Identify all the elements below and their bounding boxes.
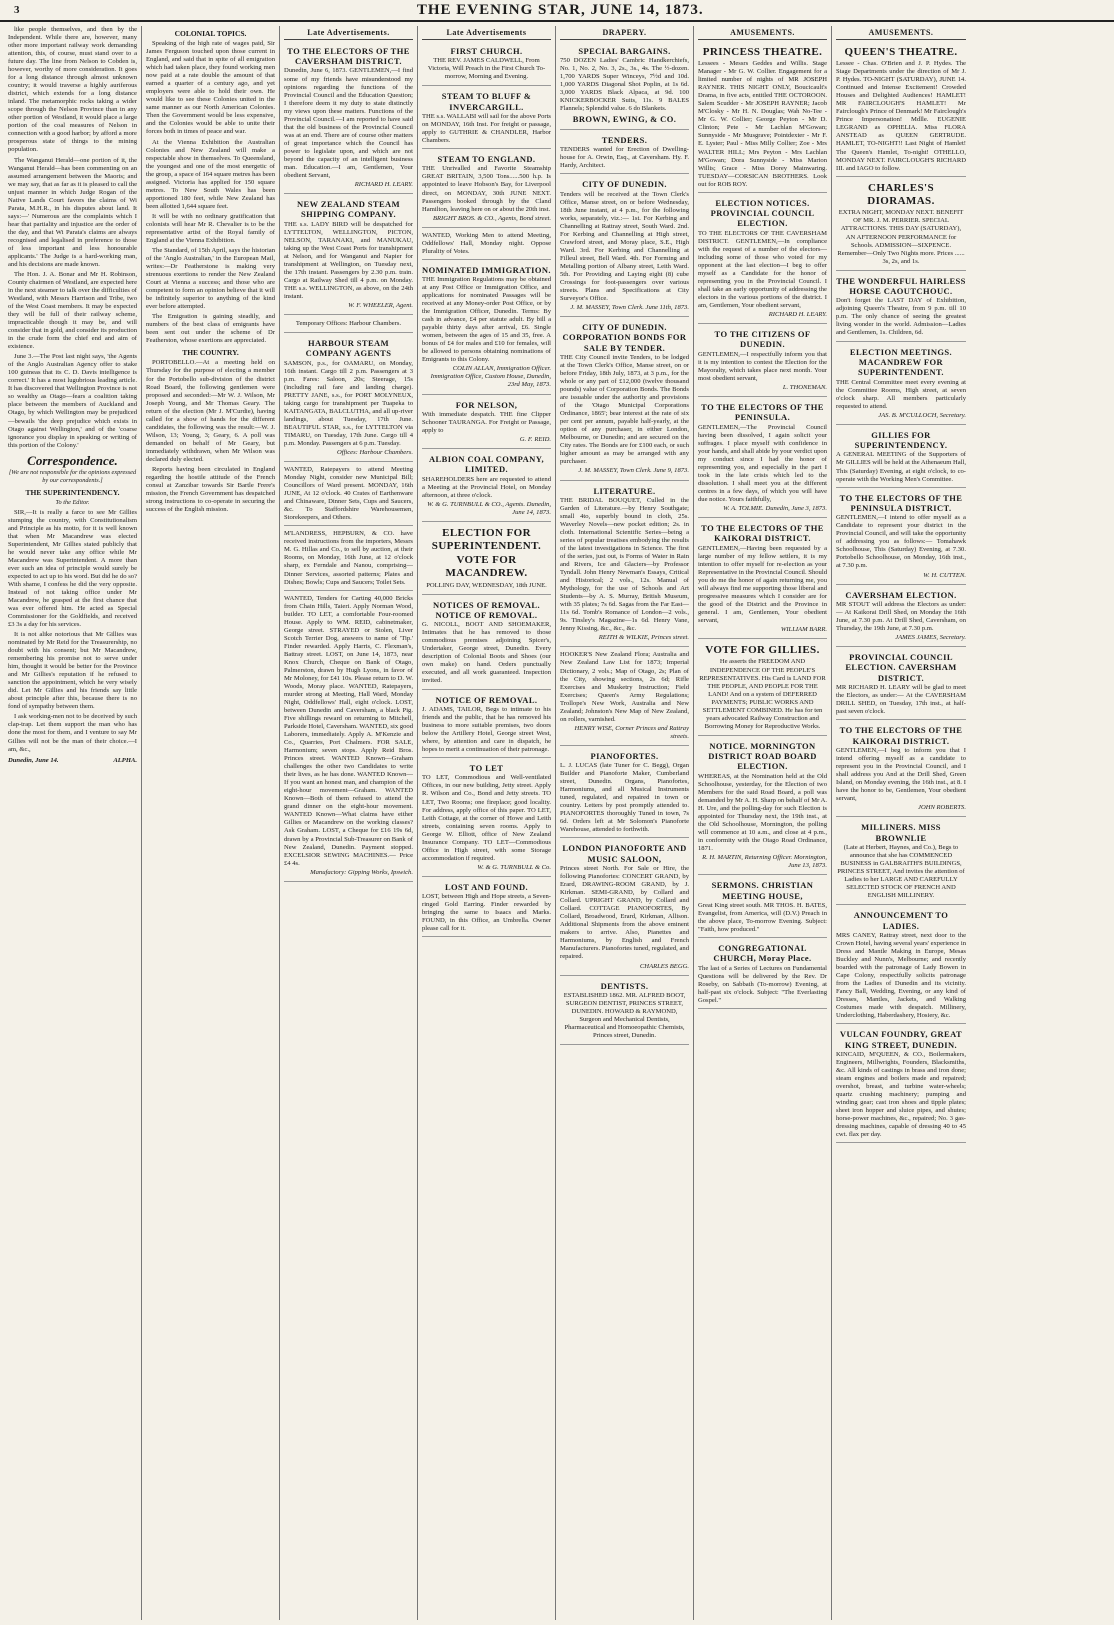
advertisement [284,464,413,526]
ad-signature: JAMES JAMES, Secretary. [895,634,966,642]
section-heading: Late Advertisements. [284,28,413,40]
colonial-paragraph: The Emigration is gaining steadily, and numbers of the best class of emigrants have been sent out under the scheme of Dr Featherston, whose exertions are appreciated. [146,313,275,345]
ad-signature: Offices: Harbour Chambers. [336,449,413,457]
ad-body: Lessee - Chas. O'Brien and J. P. Hydes. The Stage Departments under the direction of Mr J. P. Hydes. TO-NIGHT (SATURDAY), JUNE 14. Continued and Intense Excitement! Crowded Houses and Delighted Audiences! HAMLET! MR FAIRCLOUGH'S HAMLET! Mr Fairclough's Prince of Denmark! Mr Fairclough's Prince Impersonation! Mdlle. EUGENIE LEGRAND as OPHELIA. Miss FLORA ANSTEAD as QUEEN GERTRUDE. HAMLET, TO-NIGHT!! Last Night of Hamlet! The Queen's Hamlet, To-night! OTHELLO, MONDAY NEXT. FAIRCLOUGH'S RICHARD III. and IAGO to follow. [836,60,967,172]
advertisement [836,344,966,425]
ad-signature: BRIGHT BROS. & CO., Agents, Bond street. [432,214,551,222]
article-paragraph: The Hon. J. A. Bonar and Mr H. Robinson, County chairmen of Westland, are expected here in the next steamer to talk over the difficulties of Westland, with Messrs Harrison and Tribe, two of the West Coast members. It may be expected they will be full of their railway scheme, impracticable though it may be, and will consider that in gold, and consider its production in the crude form the chief end and aim of existence. [8,270,137,351]
ad-heading: ANNOUNCEMENT TO LADIES. [853,910,949,931]
ad-body: TO THE ELECTORS OF THE CAVERSHAM DISTRICT. GENTLEMEN,—In compliance with the request of a number of the electors—including some of those who voted for my opponent at the last election—I beg to offer myself as a Candidate for the honor of representing you in the Provincial Council. I shall take an early opportunity of addressing the electors in the various portions of the district. I am, Gentlemen, Your obedient servant, [698,229,827,310]
letter-dateline [8,757,137,765]
ad-heading: GILLIES FOR SUPERINTENDENCY. [854,429,948,451]
ad-body: THE BRIDAL BOUQUET, Culled in the Garden of Literature.—by Henry Southgate; small 4to, superbly bound in cloth, 25s. Waverley Novels—new pocket edition; 2s. in cloth. International Scientific Series—being a series of popular treatises embodying the results of the latest investigations in Science. The first of the series, just out, is Forms of Water in Rain and Rivers, Ice and Glaciers—by Professor Tyndall. John Henry Newman's Essays, Critical and Historical; 2 vols., 12s. Manual of Mythology, for the use of Schools and Art Students—by A. S. Murray, British Museum, with 35 plates; 7s 6d. Sagas from the Far East—11s 6d. Tomb's Romance of London—2 vols., 9s. Tinsley's Magazine—1s 6d. Henry Vane, Jenny Kissing, &c., &c., &c. [560,496,689,633]
letter-title: THE SUPERINTENDENCY. [25,487,120,497]
advertisement [698,520,827,639]
advertisement [560,132,689,174]
ad-body: GENTLEMEN,—Having been requested by a large number of my fellow settlers, it is my intention to offer myself for re-election as your Representative in the Provincial Council. Should you do me the honor of again returning me, you will always find me supporting those liberal and progressive measures which I consider are for the good of the District and the Province in general. I am, Gentlemen, Your obedient servant, [698,544,827,625]
ad-signature: J. M. MASSEY, Town Clerk. June 11th, 1873. [570,303,689,311]
ad-body: Dunedin, June 6, 1873. GENTLEMEN,—I find some of my friends have misunderstood my opinions regarding the functions of the Provincial Council and the Education Question; I therefore deem it my duty to state distinctly my views upon these matters. Functions of the Provincial Council.—I am reported to have said that the old business of the Provincial Council was at an end. There are of course other matters of great importance which the Council has power to legislate upon, and which are not beyond the capacity of an intelligent business man. Education.—I am, Gentlemen, Your obedient Servant, [284,67,413,179]
ad-signature: JOHN ROBERTS. [918,804,966,812]
ad-body: Great King street south. MR THOS. H. BATES, Evangelist, from America, will (D.V.) Preach in the above place, To-morrow Evening. Subject: "Faith, how produced." [698,901,827,934]
ad-body: THE s.s. LADY BIRD will be despatched for LYTTELTON, WELLINGTON, PICTON, NELSON, TARANAKI, and MANUKAU, taking up the West Coast Ports for transhipment at Nelson, and for Wanganui and Napier for transhipment at Wellington, on Tuesday next, the 17th instant. Passengers by 2.30 p.m. train. Cargo at Railway Shed till 4 p.m. on Monday. THE s.s. WELLINGTON, as above, on the 24th instant. [284,220,413,300]
advertisement [698,877,827,938]
country-paragraph: PORTOBELLO.—At a meeting held on Thursday for the purpose of electing a member for the Portobello sub-division of the district Road Board, the following gentlemen were proposed and seconded:—Mr W. J. Wilson, Mr Joseph Young, and Mr Thomas Geary. The return of the election (Mr J. M'Curdie), having called for a show of hands for the different candidates, the following was the result:—W. J. Wilson, 13; Young, 3; Geary, 6. A poll was demanded on behalf of Mr Geary, but immediately withdrawn, when Mr Wilson was declared duly elected. [146,359,275,463]
letter-paragraph: I ask working-men not to be deceived by such clap-trap. Let them support the man who has done the most for them, and I venture to say Mr Gillies will not be the man of their choice.—I am, &c., [8,713,137,753]
ad-body: Temporary Offices: Harbour Chambers. [295,320,402,327]
ad-heading: ELECTION FOR SUPERINTENDENT. VOTE FOR MACANDREW. [431,526,542,580]
ad-heading: VOTE FOR GILLIES. [705,644,820,657]
ad-heading: TO THE ELECTORS OF THE KAIKORAI DISTRICT. [701,523,824,544]
ad-heading: ELECTION NOTICES. PROVINCIAL COUNCIL ELECTION. [710,197,815,229]
ad-body: GENTLEMEN,—I beg to inform you that I intend offering myself as a candidate to represent you in the Provincial Council, and I shall address you And at the Drill Shed, Green Island, on Monday evening, the 16th inst., at 8. I have the honor to be, Gentlemen, Your obedient servant, [836,746,966,803]
ad-body: THE s.s. WALLABI will sail for the above Ports on MONDAY, 16th Inst. For freight or passage, apply to GUTHRIE & CHANDLER, Harbor Chambers. [422,112,551,145]
ad-heading: PIANOFORTES. [590,750,659,761]
ad-body: With immediate despatch. THE fine Clipper Schooner TAURANGA. For Freight or Passage, apply to [422,410,551,434]
ad-body: (Late at Herbert, Haynes, and Co.), Begs to announce that she has COMMENCED BUSINESS in GALBRAITH'S BUILDINGS, PRINCES STREET, And invites the attention of Ladies to her LARGE AND CAREFULLY SELECTED STOCK OF FRENCH AND ENGLISH MILLINERY. [837,843,965,900]
ad-signature: W. & G. TURNBULL & CO., Agents. Dunedin, June 14, 1873. [427,500,551,516]
ad-body: Lessees - Messrs Geddes and Willis. Stage Manager - Mr G. W. Collier. Engagement for a limited number of nights of MR JOSEPH RAYNER. THIS NIGHT ONLY, Boucicault's Drama, in five acts, entitled THE OCTOROON. Salem Scudder - Mr JOSEPH RAYNER; Jacob M'Closky - Mr H. N. Douglas; Wah No-Tee - Mr G. W. Collier; George Peyton - Mr D. Clinton; Pete - Mr Lachlan M'Gowan; Sunnyside - Mr Musgrave; Pointdexter - Mr F. E. Lyster; Paul - Miss Milly Collier; Zoe - Mrs WALTER HILL; Mrs Peyton - Mrs Lachlan M'Gowan; Dora Sunnyside - Miss Marion Willis; Grace - Miss Dorey Mainwaring. TUESDAY—CORSICAN BROTHERS. Look out for ROB ROY. [698,60,827,188]
correspondence-heading: Correspondence. [27,452,118,468]
ad-signature: L. THONEMAN. [782,383,827,391]
ad-body: SHAREHOLDERS here are requested to attend a Meeting at the Provincial Hotel, on Monday afternoon, at three o'clock. [422,475,551,499]
ad-body: LOST, between High and Hope streets, a Seven-ringed Gold Earring. Finder rewarded by bringing the same to Isaacs and Marks. FOUND, in this Office, an Umbrella. Owner please call for it. [422,893,551,933]
column-5 [556,26,694,1620]
ad-heading: TO THE ELECTORS OF THE KAIKORAI DISTRICT. [839,725,963,746]
ad-body: L. J. LUCAS (late Tuner for C. Begg), Organ Builder and Pianoforte Maker, Cumberland street, Dunedin. Organs, Pianofortes, Harmoniums, and all Musical Instruments tuned, regulated, and repaired in town or country. Letters by post promptly attended to. PIANOFORTES thoroughly Tuned in town, 7s 6d. Orders left at Mr Solomon's Pianoforte Warehouse, attended to forthwith. [560,762,689,834]
advertisement [284,43,413,194]
advertisement [284,317,413,333]
advertisement [698,641,827,736]
masthead [0,0,1114,22]
ad-heading: SERMONS. CHRISTIAN MEETING HOUSE, [711,880,814,901]
advertisement [836,273,966,342]
page-number: 3 [14,4,21,16]
ad-body: He asserts the FREEDOM AND INDEPENDENCE OF THE PEOPLE'S REPRESENTATIVES. His Card is LAND FOR THE PEOPLE, AND PEOPLE FOR THE LAND! And on a system of DEFERRED PAYMENTS; PUBLIC WORKS AND SETTLEMENT COMBINED. He has for ten years advocated Railway Construction and Borrowing Money for Reproductive Works. [699,658,826,730]
ad-heading: CITY OF DUNEDIN. [582,179,667,190]
ad-body: G. NICOLL, BOOT AND SHOEMAKER, Intimates that he has removed to those commodious premises adjoining Spicer's, Undertaker, George street, Dunedin. Every description of Colonial Boots and Shoes (our own make) on hand. Orders punctually executed, and all work guaranteed. Inspection invited. [422,621,551,685]
advertisement [698,326,827,397]
ad-heading: FOR NELSON, [455,399,518,410]
ad-heading: ELECTION MEETINGS. MACANDREW FOR SUPERINTENDENT. [849,346,953,378]
ad-body: THE City Council invite Tenders, to be lodged at the Town Clerk's Office, Manse street, on or before Friday, 18th July, 1873, at 3 p.m., for the whole or any part of £12,000 (twelve thousand pounds) value of Corporation Bonds. The Bonds are issuable under the authority and provisions of the 'Otago Municipal Corporations Ordinance, 1865'; bear interest at the rate of six per cent per annum, payable half-yearly, at the option of any purchaser, in either London, Melbourne, or Dunedin; and are secured on the City rates. The Bonds are for £100 each, or such higher amount as may be arranged with any purchaser. [560,354,689,466]
section-heading: AMUSEMENTS. [836,28,966,40]
advertisement [836,490,966,585]
ad-heading: CITY OF DUNEDIN. CORPORATION BONDS FOR SALE BY TENDER. [562,321,687,353]
ad-heading: STEAM TO ENGLAND. [437,154,536,165]
advertisement [836,722,966,817]
advertisement [422,692,551,759]
ad-heading: VULCAN FOUNDRY, GREAT KING STREET, DUNEDIN. [839,1029,963,1050]
advertisement [560,319,689,481]
advertisement [284,196,413,315]
newspaper-title: THE EVENING STAR, JUNE 14, 1873. [416,1,704,18]
ad-body: A GENERAL MEETING of the Supporters of Mr GILLIES will be held at the Athenaeum Hall, This (Saturday) Evening, at eight o'clock, to co-operate with the Working Men's Committee. [836,451,966,483]
ad-body: Tenders will be received at the Town Clerk's Office, Manse street, on or before Wednesday, 18th June instant, at 4 p.m., for the following works, separately, viz.:— 1st. For Kerbing and Channelling at Rattray street, South Ward. 2nd. For Kerbing and Channelling at High street, Crawford street, and Moray place, S.E., High Ward. 3rd. For Kerbing and Channelling at Filleul street, Bell Ward. 4th. For Forming and Metalling portion of Albany street, Leith Ward. 5th. For Providing and Laying eight (8) cube Crossings for foot-passengers over various streets. Plans and Specifications at City Surveyor's Office. [560,190,689,302]
advertisement [422,88,551,149]
ad-heading: NOTICE OF REMOVAL. [435,694,538,705]
ad-heading: MILLINERS. MISS BROWNLIE [861,822,941,843]
ad-signature: COLIN ALLAN, Immigration Officer. Immigration Office, Custom House, Dunedin, 23rd May, 1873. [430,365,551,389]
letter-signature: ALPHA. [113,756,137,764]
advertisement [560,43,689,130]
letter-paragraph: It is not alike notorious that Mr Gillies was nominated by Mr Reid for the Treasurership, no doubt with his consent; but Mr Macandrew, remembering his promise not to serve under him, thought it would be better for the Province and Mr Gillies's reputation if he refused to sanction the appointment, which he very wisely did. Let Mr Gillies and his friends say little about principle after this, because there is no fond of sympathy between them. [8,631,137,711]
ad-signature: W. A. TOLMIE. Dunedin, June 3, 1873. [723,504,827,512]
ad-body: GENTLEMEN,—I respectfully inform you that it is my intention to contest the Election for the Mayoralty, which takes place next month. Your most obedient servant, [698,350,827,382]
column-4 [418,26,556,1620]
ad-signature: RICHARD H. LEARY. [768,311,827,319]
colonial-paragraph: It will be with no ordinary gratification that colonists will hear Mr R. Chevalier is to be the representative artist of the Royal family of England at the Vienna Exhibition. [146,212,275,244]
ad-signature: J. M. MASSEY, Town Clerk. June 9, 1873. [578,467,689,475]
advertisement [836,587,966,648]
article-paragraph: June 3.—The Post last night says, 'the Agents of the Anglo Australian Agency offer to stake 100 guineas that its C. D. Davis intelligence is correct.' It has a most lugubrious leading article. It has discovered that Wellington Province is not so wealthy as Otago—fears a coalition taking place between the members of Auckland and Otago, by which Wellington may be prejudiced—bewails 'the deep prejudice which exists in Otago against Wellington,' and of the 'coarse ignorance you display in speaking or writing of this portion of the Colony.' [8,353,137,449]
ad-signature: Manufactory: Gipping Works, Ipswich. [310,868,413,876]
ad-body: WHEREAS, at the Nomination held at the Old Schoolhouse, yesterday, for the Election of two Members for the said Road Board, a poll was demanded by Mr A. H. Sharp on behalf of Mr A. H. Ure, and the polling-day for such Election is appointed for Thursday next, the 19th inst., at the Old Schoolhouse, Mornington, the polling will commence at 10 a.m., and close at 4 p.m., in conformity with the Otago Road Ordinance, 1871. [698,772,827,853]
ad-heading: TO THE ELECTORS OF THE PENINSULA DISTRICT. [839,492,963,513]
ad-body: POLLING DAY, WEDNESDAY, 18th JUNE. [426,581,547,589]
ad-body: SAMSON, p.s., for OAMARU, on Monday, 16th instant. Cargo till 2 p.m. Passengers at 3 p.m. Fares: Saloon, 20s; Steerage, 15s (including rail fare and landing charge). PRETTY JANE, s.s., for PORT MOLYNEUX, taking cargo for transhipment per Tuapeka to KAITANGATA, BALCLUTHA, and all up-river landings, about Tuesday, 17th June. BEAUTIFUL STAR, s.s., for LYTTELTON via TIMARU, on Tuesday, 17th June. Cargo till 4 p.m. Monday. Passengers at 6 p.m. Tuesday. [284,359,413,448]
advertisement [560,748,689,839]
ad-heading: LOST AND FOUND. [444,881,529,892]
colonial-paragraph: Speaking of the high rate of wages paid, Sir James Ferguson touched upon those current in England, and said that in spite of all emigration which had taken place, they found working men now paid at a rate double the amount of that earned a quarter of a century ago, and yet employers were able to hold their own. He would like to see these Colonies united in the same manner as our North American Colonies. Then the Government would be less expensive, and the Colonies would be able to unite their forces both in times of peace and war. [146,40,275,136]
advertisement [422,879,551,938]
article-paragraph: The Wanganui Herald—one portion of it, the Wanganui Herald—has been commenting on an assumed arrangement between the Maoris; and we may say, that as far as it is pleased to call the unjust manner in which Judge Rogan of the Native Lands Court favors the claims of Wi Parata, M.H.R., in his disputes about land. It says:—' Numerous are the complaints which I hear that partiality and injustice are the order of the day, and that Wi Parata's claims are always recognised and legalised in preference to those of less important and less honourable applicants.' The Judge is a hard-working man, and his decisions are made known. [8,156,137,268]
column-1 [4,26,142,1620]
advertisement [560,483,689,648]
advertisement [422,43,551,86]
ad-signature: W. & G. TURNBULL & Co. [477,863,551,871]
ad-signature: W. F. WHEELER, Agent. [348,301,413,309]
advertisement [836,1026,966,1143]
ad-body: The last of a Series of Lectures on Fundamental Questions will be delivered by the Rev. Dr Roseby, on Sabbath (To-morrow) Evening, at half-past six o'clock. Subject: "The Everlasting Gospel." [698,964,827,1004]
ad-signature: REITH & WILKIE, Princes street. [598,634,689,642]
ad-signature: JAS. B. M'CULLOCH, Secretary. [878,411,966,419]
advertisement [422,397,551,449]
ad-body: KINCAID, M'QUEEN, & CO., Boilermakers, Engineers, Millwrights, Founders, Blacksmiths, &c. All kinds of castings in brass and iron done; steam engines and boilers made and repaired; overshot, breast, and turbine water-wheels; quartz crushing machinery; pumping and winding gear; cast iron shoes and tipple plates; sheet iron hopper and sluice pipes, and shutes; horse-power machines, &c., repaired; No. 3 gas-dressing machines, capable of dressing 40 to 45 cwt. flax per day. [836,1050,966,1139]
ad-heading: NEW ZEALAND STEAM SHIPPING COMPANY. [297,198,400,220]
ad-heading: PROVINCIAL COUNCIL ELECTION. CAVERSHAM DISTRICT. [845,652,957,683]
country-paragraph: Reports having been circulated in England regarding the hostile attitude of the French consul at Zanzibar towards Sir Bartle Frere's mission, the French Government has despatched strong instructions to co-operate in securing the success of the English mission. [146,465,275,513]
ad-body: WANTED, Tenders for Carting 40,000 Bricks from Chain Hills, Taieri. Apply Norman Wood, builder. TO LET, a comfortable Four-roomed House. Apply to WM. REID, cabinetmaker, George street. STRAYED or Stolen, Liver Scotch Terrier Dog, answers to name of 'Tip.' Finder rewarded. Apply Harris, C. Flexman's, Battray street. LOST, on June 14, 1873, near Knox Church, Cheque on Bank of Otago, Palmerston, drawn by Hugh Lyons, in favor of Mr Moloney, for £41 10s. Please return to D. W. Woods, Moray place. WANTED, Ratepayers, murder strong at Meeting, Hall Ward, Monday Night, Oddfellows' Hall, eight o'clock. LOST, between Dunedin and Caversham, a black Pig. Five shillings reward on returning to Mitchell, Parkside Hotel, Caversham. WANTED, six good Laborers, immediately. Apply A. M'Kenzie and Co., Quarries, Port Chalmers. FOR SALE, Harmonium; seven stops. Apply Reid Bros. Princes street. WANTED Known—Graham challenges the other two Candidates to write their lives, as he has done. WANTED Known—If you want an honest man, and champion of the eight-hour movement—Graham. WANTED Known—Both of them refused to attend the grand dinner on the eight-hour movement. WANTED Known—What claims have either Gillies or Macandrew on the working classes? Ask Graham. LOST, a Cheque for £16 19s 6d, drawn by a Provincial Sub-Treasurer on Bank of New Zealand, Dunedin. Payment stopped. EXCELSIOR SEWING MACHINES.— Price £4 4s. [284,594,413,867]
advertisement [284,593,413,882]
advertisement [422,524,551,595]
advertisement [422,262,551,395]
ad-heading: HARBOUR STEAM COMPANY AGENTS [305,338,392,359]
section-heading: DRAPERY. [560,28,689,40]
article-paragraph: like people themselves, and then by the Independent. While there are, however, many other more important railway work demanding attention, this, of course, must stand over to a future day. The line from Nelson to Cobden is, however, worthy of more consideration. It goes for a long distance through almost unknown country; it would traverse a highly auriferous district, which extends for a long distance inland. The metamorphic rocks taking a wider scope through the Nelson Province than in any other portion of Westland, it would place a large portion of the coal measures of Nelson in connection with a good harbor; by afford a more prosperous state of things to the mining population. [8,26,137,154]
ad-body: EXTRA NIGHT, MONDAY NEXT. BENEFIT OF MR. J. M. PERRIER. SPECIAL ATTRACTIONS. THIS DAY (SATURDAY), AN AFTERNOON PERFORMANCE for Schools. ADMISSION—SIXPENCE. Remember—Only Two Nights more. Prices ...... 3s, 2s, and 1s. [837,209,965,265]
ad-body: THE Immigration Regulations may be obtained at any Post Office or Immigration Office, and applications for nominated Passages will be received at any Money-order Post Office, or by the Immigration Officer, Dunedin. Terms: By cash in advance, £4 per statute adult. By bill a payable thirty days after arrival, £6. Single women, between the ages of 15 and 35, free. A bonus of £4 for males and £10 for females, will be allowed to persons obtaining nominations of Emigrants to this Colony. [422,276,551,364]
ad-signature: WILLIAM BARR. [780,626,827,634]
ad-heading: SPECIAL BARGAINS. [578,45,671,56]
ad-heading: PRINCESS THEATRE. [702,45,823,58]
ad-heading: CHARLES'S DIORAMAS. [867,181,935,207]
advertisement [560,176,689,317]
columns [4,26,1110,1620]
section-heading: Late Advertisements [422,28,551,40]
column-2 [142,26,280,1620]
ad-body: MR STOUT will address the Electors as under:— At Kaikorai Drill Shed, on Monday the 16th June, at 7.30 p.m. At Drill Shed, Caversham, on Thursday, the 19th June, at 7.30 p.m. [836,600,966,632]
colonial-heading: COLONIAL TOPICS. [174,29,247,38]
advertisement [422,597,551,690]
ad-signature: RICHARD H. LEARY. [354,180,413,188]
advertisement [560,978,689,1046]
advertisement [836,819,966,905]
ad-signature: BROWN, EWING, & CO. [572,114,677,125]
letter-paragraph: SIR,—It is really a farce to see Mr Gillies stumping the country, with Constitutionalism and Principle as his motto, for it is well known that when Mr Macandrew was elected Superintendent, Mr Gillies stated publicly that he would never take any office while Mr Macandrew was Superintendent. A more than ever such an idea of principle would surely be expected to act up to his word. But did he do so? With shame, I confess he did the very opposite. Instead of not taking office under Mr Macandrew, he grasped at the first chance that was ever offered him. He acted as Special Commissioner for the Goldfields, and received £3 3s a day for his services. [8,508,137,629]
ad-heading: ALBION COAL COMPANY, LIMITED. [429,454,544,475]
ad-heading: QUEEN'S THEATRE. [844,45,958,58]
letter-date: Dunedin, June 14. [8,756,59,764]
ad-signature: W. H. CUTTEN. [923,571,966,579]
advertisement [284,528,413,590]
ad-body: TO LET, Commodious and Well-ventilated Offices, in our new building, Jetty street. Apply R. Wilson and Co., Bond and Jetty streets. TO LET, Two Rooms; one fireplace; good locality. For address, apply office of this paper. TO LET, Leith Cottage, at the corner of Howe and Leith streets, containing seven rooms. Apply to George W. Elliott, office of New Zealand Insurance Company. TO LET—Commodious Office in High street, with some Storage accommodation if required. [422,774,551,862]
ad-heading: NOTICE. MORNINGTON DISTRICT ROAD BOARD ELECTION. [708,740,817,772]
country-heading: THE COUNTRY. [182,348,239,358]
column-6 [694,26,832,1620]
ad-heading: NOMINATED IMMIGRATION. [422,264,551,275]
ad-body: 750 DOZEN Ladies' Cambric Handkerchiefs, No. 1, No. 2, No. 3, 2s., 3s., 4s. The ½-dozen. 1,700 YARDS Super Winceys, 7½d and 10d. 1,000 YARDS Diagonal Shot Poplin, at 1s 6d. 3,000 YARDS Black Alpaca, at 9d. 100 KNICKERBOCKER Suits, 11s. 9 BALES Flannels; Splendid value. 6 do Blankets. [560,57,689,113]
colonial-paragraph: The Standard, of 15th April, says the historian of the 'Anglo Australian,' in the European Mail, writes:—Dr Featherstone is making very strenuous exertions to render the New Zealand Court at Vienna a success; and those who are competent to form an opinion believe that it will be infinitely superior to anything of the kind ever before attempted. [146,246,275,311]
advertisement [422,760,551,877]
correspondence-note: [We are not responsible for the opinions expressed by our correspondents.] [8,469,137,485]
ad-body: HOOKER'S New Zealand Flora; Australia and New Zealand Law List for 1873; Imperial Dictionary, 2 vols.; Map of Otago, 2s; Plan of the City, showing sections, 2s 6d; Rifle Exercises and Musketry Instruction; Field Exercises; Queen's Army Regulations; Trollope's New Work, Australia and New Zealand; Johnston's New Map of New Zealand, on rollers, varnished. [560,651,689,723]
ad-heading: THE WONDERFUL HAIRLESS HORSE CAOUTCHOUC. [836,275,966,296]
ad-heading: CONGREGATIONAL CHURCH, Moray Place. [713,943,812,964]
colonial-paragraph: At the Vienna Exhibition the Australian Colonies and New Zealand will make a respectable show in themselves. To Queensland, the youngest and one of the most energetic of the group, a space of 164 square metres has been assigned. Victoria has applied for 150 square metres. To New South Wales has been apportioned 180 feet, while New Zealand has been allotted 1,644 square feet. [146,138,275,210]
ad-body: THE Unrivalled and Favorite Steamship GREAT BRITAIN, 3,500 Tons......500 h.p. Is appointed to leave Hobson's Bay, for Liverpool direct, on MONDAY, 30th JUNE NEXT. Passengers booked through by the Cland Hamilton, leaving here on or about the 20th inst. [422,165,551,213]
advertisement [698,738,827,875]
section-heading: AMUSEMENTS. [698,28,827,40]
ad-signature: HENRY WISE, Corner Princes and Rattray streets. [574,724,689,740]
advertisement [698,940,827,1009]
advertisement [560,649,689,745]
column-3 [280,26,418,1620]
ad-heading: TO THE CITIZENS OF DUNEDIN. [714,329,811,350]
advertisement [422,230,551,260]
ad-signature: CHARLES BEGG. [639,962,689,970]
advertisement [422,151,551,228]
ad-heading: FIRST CHURCH. [450,45,523,56]
ad-heading: STEAM TO BLUFF & INVERCARGILL. [441,91,532,112]
ad-body: J. ADAMS, TAILOR, Begs to intimate to his friends and the public, that he has removed his business to more suitable premises, two doors below the Artillery Hotel, George street West, where, by attention and care in dispatch, he hopes to merit a continuation of their patronage. [422,705,551,754]
ad-heading: CAVERSHAM ELECTION. [845,589,957,600]
ad-signature: G. F. REID. [519,435,551,443]
ad-body: MR RICHARD H. LEARY will be glad to meet the Electors, as under:— At the CAVERSHAM DRILL SHED, on Tuesday, 17th inst., at half-past seven o'clock. [836,684,966,716]
ad-body: Princes street North. For Sale or Hire, the following Pianofortes: CONCERT GRAND, by Erard, DRAWING-ROOM GRAND, by J. Kirkman. SEMI-GRAND, by Collard and Collard. UPRIGHT GRAND, by Collard and Collard. COTTAGE PIANOFORTES, By Collard, Broadwood, Erard, Kirkman, Allison. Additional Shipments from the above eminent makers to arrive. Also, Pianettes and Harmoniums, by English and French Manufacturers. Pianofortes tuned, regulated, and repaired. [560,865,689,961]
advertisement [836,907,966,1024]
ad-heading: TO THE ELECTORS OF THE PENINSULA. [701,401,824,423]
letter-to: To the Editor. [55,498,90,506]
advertisement [836,43,966,177]
ad-body: WANTED, Working Men to attend Meeting, Oddfellows' Hall, Monday night. Oppose Plurality of Votes. [422,231,551,255]
ad-body: M'LANDRESS, HEPBURN, & CO. have received instructions from the importers, Messrs M. G. Hillas and Co., to sell by auction, at their Rooms, on Monday, 16th June, at 12 o'clock sharp, ex Ferndale and Nanou, comprising— Dinner Services, assorted patterns; Plates and Dishes; Bowls; Cups and Saucers; Toilet Sets. [284,530,413,586]
ad-body: THE Central Committee meet every evening at the Committee Rooms, High street, at seven o'clock sharp. All members particularly requested to attend. [836,378,966,410]
ad-heading: TENDERS. [601,134,648,145]
ad-body: GENTLEMEN,—The Provincial Council having been dissolved, I again solicit your suffrages. I place myself with confidence in your hands, and shall abide by your verdict upon my conduct since I had the honor of representing you, and especially in the part I took in the late crisis which led to the dissolution. I shall meet you at the different centres in a few days, of which you will have due notice. Yours faithfully, [698,423,827,503]
ad-body: MRS CANEY, Rattray street, next door to the Crown Hotel, having several years' experience in Dress and Mantle Making in Europe, Mesas Buckley and Nunn's, Melbourne; and recently boarded with the patronage of Lady Bowen in Cape Colony, respectfully solicits patronage from the Ladies of Dunedin and its vicinity. Fancy Ball, Wedding, Evening, or any kind of Dresses, Mantles, Jackets, and Walking Costumes made with despatch. Millinery, Underclothing, Haberdashery, Hosiery, &c. [836,931,966,1020]
ad-heading: TO LET [469,763,504,774]
advertisement [422,451,551,522]
ad-body: Don't forget the LAST DAY of Exhibition, adjoining Queen's Theatre, from 9 p.m. till 10 p.m. The only chance of seeing the greatest living wonder in the world. Admission—Ladies and Gentlemen, 1s. Children, 6d. [836,297,966,337]
ad-heading: LITERATURE. [593,485,656,496]
advertisement [836,179,966,271]
ad-heading: LONDON PIANOFORTE AND MUSIC SALOON, [562,843,687,864]
ad-signature: R. H. MARTIN, Returning Officer. Mornington, June 13, 1873. [702,854,827,870]
advertisement [560,840,689,975]
advertisement [698,43,827,193]
ad-body: WANTED, Ratepayers to attend Meeting Monday Night, consider new Municipal Bill; Councillors of Ward present. MONDAY, 16th JUNE, At 12 o'clock. 40 Crates of Earthenware and Chinaware, Dinner Sets, Cups and Saucers, &c. To Staffordshire Warehousemen, Storekeepers, and Others. [284,466,413,522]
advertisement [698,399,827,518]
advertisement [284,335,413,462]
ad-body: GENTLEMEN,—I intend to offer myself as a Candidate to represent your district in the Provincial Council, and will take the opportunity of addressing you as follows:— Tomahawk Schoolhouse, This (Saturday) Evening, at 7.30. Portobello Schoolhouse, on Monday, 16th inst., at 7.30 p.m. [836,514,966,570]
column-7 [832,26,970,1620]
ad-body: THE REV. JAMES CALDWELL, From Victoria, Will Preach in the First Church To-morrow, Morning and Evening. [427,57,546,81]
advertisement [698,195,827,324]
article-news [8,26,137,450]
advertisement [836,427,966,488]
ad-body: ESTABLISHED 1862. MR. ALFRED BOOT, SURGEON DENTIST, PRINCES STREET, DUNEDIN. HOWARD & RAYMOND, Surgeon and Mechanical Dentists, Pharmaceutical and Homoeopathic Chemists, Princes street, Dunedin. [563,991,686,1040]
ad-heading: NOTICES OF REMOVAL. NOTICE OF REMOVAL. [432,599,541,620]
ad-heading: DENTISTS. [600,980,649,991]
advertisement [836,649,966,720]
ad-heading: TO THE ELECTORS OF THE CAVERSHAM DISTRICT. [287,45,410,67]
ad-body: TENDERS wanted for Erection of Dwelling-house for A. Orwin, Esq., at Caversham. Hy. F. Hardy, Architect. [560,146,689,170]
